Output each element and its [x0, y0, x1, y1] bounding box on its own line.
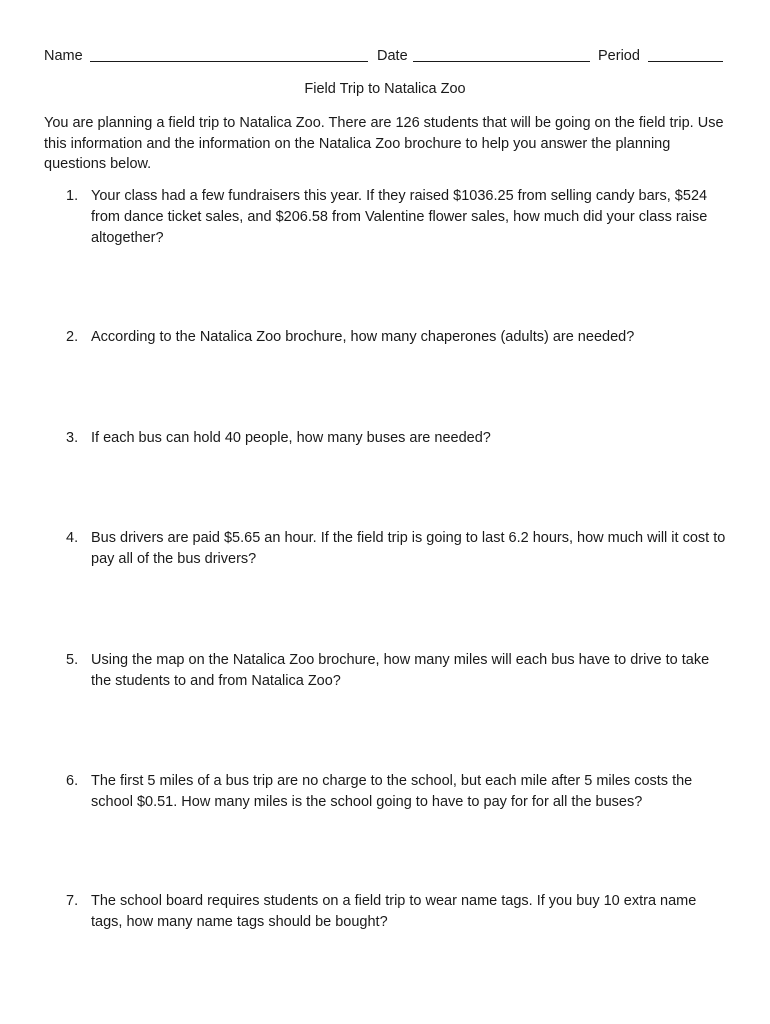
question-text: If each bus can hold 40 people, how many buses are needed?	[91, 430, 491, 446]
period-label: Period	[598, 48, 640, 64]
intro-paragraph: You are planning a field trip to Natalica Zoo. There are 126 students that will be going on the field trip. Use this information and the information on the Natalica Zoo brochure to help you answer the planning questions below.	[44, 115, 724, 172]
question-item	[66, 891, 726, 933]
question-text: Bus drivers are paid $5.65 an hour. If the field trip is going to last 6.2 hours, how much will it cost to pay all of the bus drivers?	[91, 530, 726, 567]
question-number: 2.	[66, 329, 79, 345]
question-text: Using the map on the Natalica Zoo brochure, how many miles will each bus have to drive to take the students to and from Natalica Zoo?	[91, 652, 710, 689]
question-item	[66, 650, 726, 692]
question-number: 1.	[66, 188, 79, 204]
date-blank[interactable]	[413, 61, 590, 62]
name-blank[interactable]	[90, 61, 368, 62]
question-text: The school board requires students on a field trip to wear name tags. If you buy 10 extra name tags, how many name tags should be bought?	[91, 893, 697, 930]
date-label: Date	[377, 48, 408, 64]
name-label: Name	[44, 48, 83, 64]
question-item	[66, 428, 726, 449]
question-number: 7.	[66, 893, 79, 909]
worksheet-title: Field Trip to Natalica Zoo	[304, 81, 466, 97]
question-number: 3.	[66, 430, 79, 446]
question-item	[66, 186, 726, 249]
question-text: The first 5 miles of a bus trip are no charge to the school, but each mile after 5 miles costs the school $0.51. How many miles is the school going to have to pay for for all the buses?	[91, 773, 693, 810]
question-text: According to the Natalica Zoo brochure, how many chaperones (adults) are needed?	[91, 329, 635, 345]
question-number: 5.	[66, 652, 79, 668]
question-item	[66, 528, 726, 570]
student-info-header	[44, 46, 726, 66]
question-number: 6.	[66, 773, 79, 789]
question-item	[66, 327, 726, 348]
question-item	[66, 771, 726, 813]
question-number: 4.	[66, 530, 79, 546]
period-blank[interactable]	[648, 61, 723, 62]
question-text: Your class had a few fundraisers this year. If they raised $1036.25 from selling candy bars, $524 from dance ticket sales, and $206.58 from Valentine flower sales, how much did your class raise altogether?	[91, 188, 708, 246]
